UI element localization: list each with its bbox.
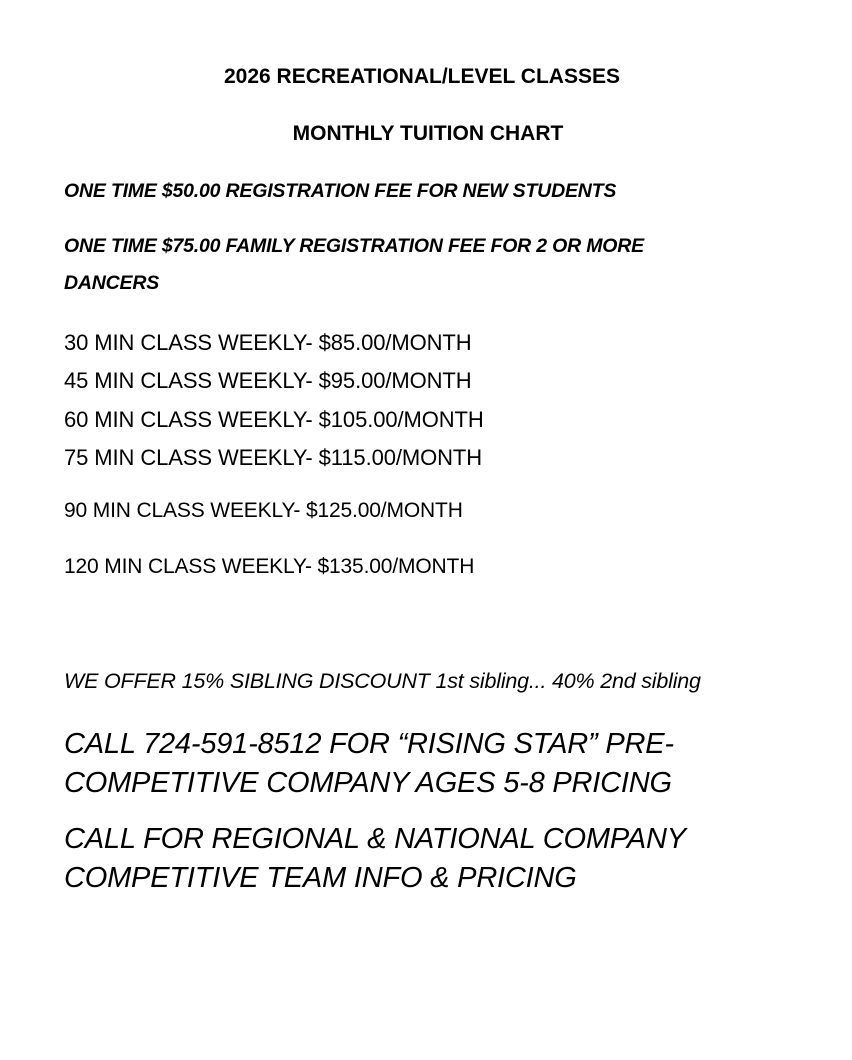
document-title: 2026 RECREATIONAL/LEVEL CLASSES (224, 65, 620, 88)
document-subtitle: MONTHLY TUITION CHART (292, 122, 564, 145)
rate-120-min: 120 MIN CLASS WEEKLY- $135.00/MONTH (64, 555, 475, 578)
sibling-discount: WE OFFER 15% SIBLING DISCOUNT 1st sibling... 40% 2nd sibling (64, 669, 701, 693)
competitive-team-call: CALL FOR REGIONAL & NATIONAL COMPANY COMPETITIVE TEAM INFO & PRICING (64, 823, 686, 894)
rate-60-min: 60 MIN CLASS WEEKLY- $105.00/MONTH (64, 406, 484, 432)
rate-30-min: 30 MIN CLASS WEEKLY- $85.00/MONTH (64, 330, 472, 355)
rate-90-min: 90 MIN CLASS WEEKLY- $125.00/MONTH (64, 499, 463, 522)
rate-list (64, 324, 484, 477)
rate-75-min: 75 MIN CLASS WEEKLY- $115.00/MONTH (64, 444, 483, 470)
rising-star-call: CALL 724-591-8512 FOR “RISING STAR” PRE-COMPETITIVE COMPANY AGES 5-8 PRICING (64, 728, 674, 799)
new-student-fee: ONE TIME $50.00 REGISTRATION FEE FOR NEW STUDENTS (64, 180, 617, 202)
rate-45-min: 45 MIN CLASS WEEKLY- $95.00/MONTH (64, 368, 472, 394)
family-registration-fee: ONE TIME $75.00 FAMILY REGISTRATION FEE FOR 2 OR MORE DANCERS (64, 235, 644, 294)
